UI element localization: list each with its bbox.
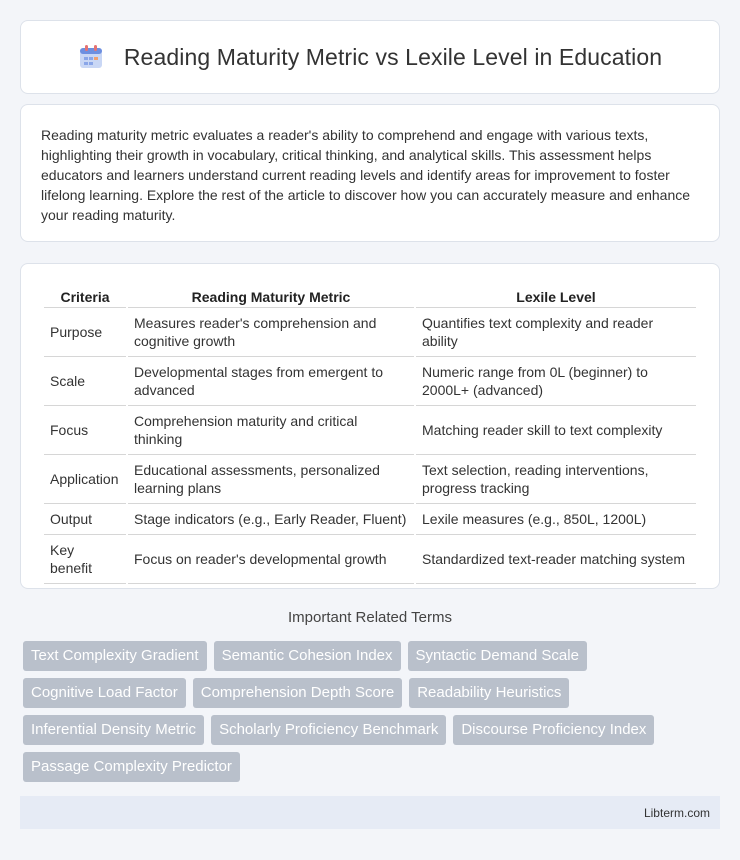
cell-lexile: Standardized text-reader matching system xyxy=(416,535,696,584)
header-card xyxy=(20,20,720,94)
related-term-tag[interactable]: Cognitive Load Factor xyxy=(23,678,186,708)
footer-brand-link[interactable]: Libterm.com xyxy=(643,805,710,820)
related-term-tag[interactable]: Comprehension Depth Score xyxy=(193,678,402,708)
cell-rmm: Comprehension maturity and critical thinking xyxy=(128,406,414,455)
related-term-tag[interactable]: Syntactic Demand Scale xyxy=(408,641,587,671)
calendar-icon xyxy=(78,44,104,70)
intro-card xyxy=(20,104,720,242)
cell-rmm: Measures reader's comprehension and cognitive growth xyxy=(128,308,414,357)
related-term-tag[interactable]: Text Complexity Gradient xyxy=(23,641,207,671)
header-criteria: Criteria xyxy=(44,284,126,308)
header-reading-maturity: Reading Maturity Metric xyxy=(128,284,414,308)
table-row xyxy=(44,504,696,535)
table-row xyxy=(44,308,696,357)
related-terms-list xyxy=(23,641,713,782)
related-term-tag[interactable]: Scholarly Proficiency Benchmark xyxy=(211,715,446,745)
table-row xyxy=(44,406,696,455)
cell-rmm: Educational assessments, personalized learning plans xyxy=(128,455,414,504)
cell-criteria: Scale xyxy=(44,357,126,406)
table-row xyxy=(44,535,696,584)
related-term-tag[interactable]: Passage Complexity Predictor xyxy=(23,752,240,782)
related-term-tag[interactable]: Discourse Proficiency Index xyxy=(453,715,654,745)
table-row xyxy=(44,357,696,406)
footer xyxy=(20,796,720,829)
related-terms-title: Important Related Terms xyxy=(288,609,452,626)
related-term-tag[interactable]: Inferential Density Metric xyxy=(23,715,204,745)
header-lexile: Lexile Level xyxy=(416,284,696,308)
intro-paragraph: Reading maturity metric evaluates a reader's ability to comprehend and engage with various texts, highlighting their growth in vocabulary, critical thinking, and analytical skills. This assessment helps educators and learners understand current reading levels and identify areas for improvement to foster lifelong learning. Explore the rest of the article to discover how you can accurately measure and enhance your reading maturity. xyxy=(41,127,691,223)
cell-criteria: Application xyxy=(44,455,126,504)
page-title: Reading Maturity Metric vs Lexile Level in Education xyxy=(123,43,663,70)
related-term-tag[interactable]: Semantic Cohesion Index xyxy=(214,641,401,671)
cell-rmm: Stage indicators (e.g., Early Reader, Fluent) xyxy=(128,504,414,535)
cell-lexile: Numeric range from 0L (beginner) to 2000L+ (advanced) xyxy=(416,357,696,406)
comparison-table-card xyxy=(20,263,720,589)
comparison-table xyxy=(42,284,698,584)
cell-lexile: Matching reader skill to text complexity xyxy=(416,406,696,455)
table-row xyxy=(44,455,696,504)
cell-lexile: Text selection, reading interventions, progress tracking xyxy=(416,455,696,504)
cell-lexile: Lexile measures (e.g., 850L, 1200L) xyxy=(416,504,696,535)
cell-rmm: Developmental stages from emergent to advanced xyxy=(128,357,414,406)
cell-rmm: Focus on reader's developmental growth xyxy=(128,535,414,584)
cell-criteria: Purpose xyxy=(44,308,126,357)
related-term-tag[interactable]: Readability Heuristics xyxy=(409,678,569,708)
cell-lexile: Quantifies text complexity and reader ability xyxy=(416,308,696,357)
cell-criteria: Output xyxy=(44,504,126,535)
cell-criteria: Focus xyxy=(44,406,126,455)
cell-criteria: Key benefit xyxy=(44,535,126,584)
